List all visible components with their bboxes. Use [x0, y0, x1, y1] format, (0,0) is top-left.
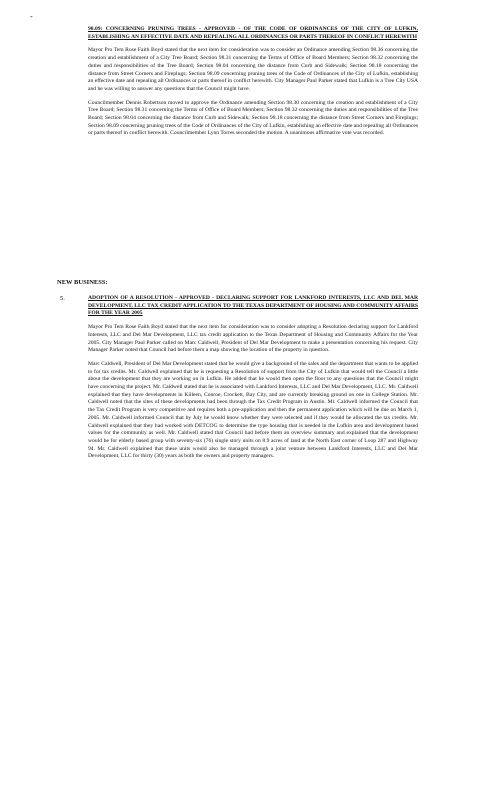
paragraph: Mayor Pro Tem Rose Faith Boyd stated that the next item for consideration was to consider an Ordinance amending Section 98.36 concerning the creation and establishment of a City Tree Board; Section 98.31 concerning the Terms of Office of Board Members; Section 98.32 concerning the duties and responsibilities of the Tree Board; Section 98.04 concerning the distance from Curb and Sidewalk; Section 98.18 concerning the distance from Street Corners and Fireplugs; Section 98.09 concerning pruning trees of the Code of Ordinances of the City of Lufkin, establishing an effective date and repealing all Ordinances or parts thereof in conflict herewith. City Manager Paul Parker stated that Lufkin is a Tree City USA and he was willing to answer any questions that the Council might have.: [88, 47, 418, 92]
new-business-heading: NEW BUSINESS:: [57, 279, 108, 286]
section-title: 98.09: CONCERNING PRUNING TREES - APPROVED - OF THE CODE OF ORDINANCES OF THE CITY OF LUFKIN, ESTABLISHING AN EFFECTIVE DATE AND REPEALING ALL ORDINANCES OR PARTS THEREOF IN CONFLICT HEREWITH: [88, 26, 418, 40]
item-number: 5.: [60, 295, 65, 302]
paragraph: Mayor Pro Tem Rose Faith Boyd stated that the next item for consideration was to consider adopting a Resolution declaring support for Lankford Interests, LLC and Del Mar Development, LLC tax credit application to the Texas Department of Housing and Community Affairs for the Year 2005. City Manager Paul Parker called on Marc Caldwell, President of Del Mar Development to make a presentation concerning his request. City Manager Parker noted that Council had before them a map showing the location of the property in question.: [88, 324, 418, 354]
section-resolution: [88, 295, 418, 461]
paragraph: Councilmember Dennis Robertson moved to approve the Ordinance amending Section 98.30 concerning the creation and establishment of a City Tree Board; Section 98.31 concerning the Terms of Office of Board Members; Section 98.32 concerning the duties and responsibilities of the Tree Board; Section 98.04 concerning the distance from Curb and Sidewalk; Section 98.18 concerning the distance from Street Corners and Fireplugs; Section 98.09 concerning pruning trees of the Code of Ordinances of the City of Lufkin, establishing an effective date and repealing all Ordinances or parts thereof in conflict herewith. Councilmember Lynn Torres seconded the motion. A unanimous affirmative vote was recorded.: [88, 99, 418, 137]
page-mark: -: [30, 12, 33, 21]
paragraph: Marc Caldwell, President of Del Mar Development stated that he would give a background of the sales and the department that wants to be applied to for tax credits. Mr. Caldwell explained that he is requesting a Resolution of support from the City of Lufkin that would tell the Council a little about the development that they are working on in Lufkin. He added that he would then open the floor to any questions that the Council might have concerning the project. Mr. Caldwell stated that he is associated with Lankford Interests, LLC and Del Mar Development, LLC. Mr. Caldwell explained that they have developments in Killeen, Conroe, Crockett, Bay City, and are currently breaking ground on one in College Station. Mr. Caldwell noted that the sites of these developments had been through the Tax Credit Program in Austin. Mr. Caldwell informed the Council that the Tax Credit Program is very competitive and requires both a pre-application and then the permanent application which will be due on March 1, 2005. Mr. Caldwell informed Council that by July he would know whether they were selected and if they would be allocated the tax credits. Mr. Caldwell explained that they had worked with DETCOG to determine the type housing that is needed in the Lufkin area and development based values for the community as well. Mr. Caldwell stated that Council had before them an overview summary and explained that the development would be for elderly based group with seventy-six (76) single story units on 8.9 acres of land at the North East corner of Loop 287 and Highway 94. Mr. Caldwell explained that these units would also be managed through a joint venture between Lankford Interests, LLC and Del Mar Development, LLC for thirty (30) years as both the owners and property managers.: [88, 360, 418, 460]
section-title: ADOPTION OF A RESOLUTION - APPROVED - DECLARING SUPPORT FOR LANKFORD INTERESTS, LLC AND DEL MAR DEVELOPMENT, LLC TAX CREDIT APPLICATION TO THE TEXAS DEPARTMENT OF HOUSING AND COMMUNITY AFFAIRS FOR THE YEAR 2005: [88, 295, 418, 317]
section-tree-ordinance: [88, 26, 418, 138]
